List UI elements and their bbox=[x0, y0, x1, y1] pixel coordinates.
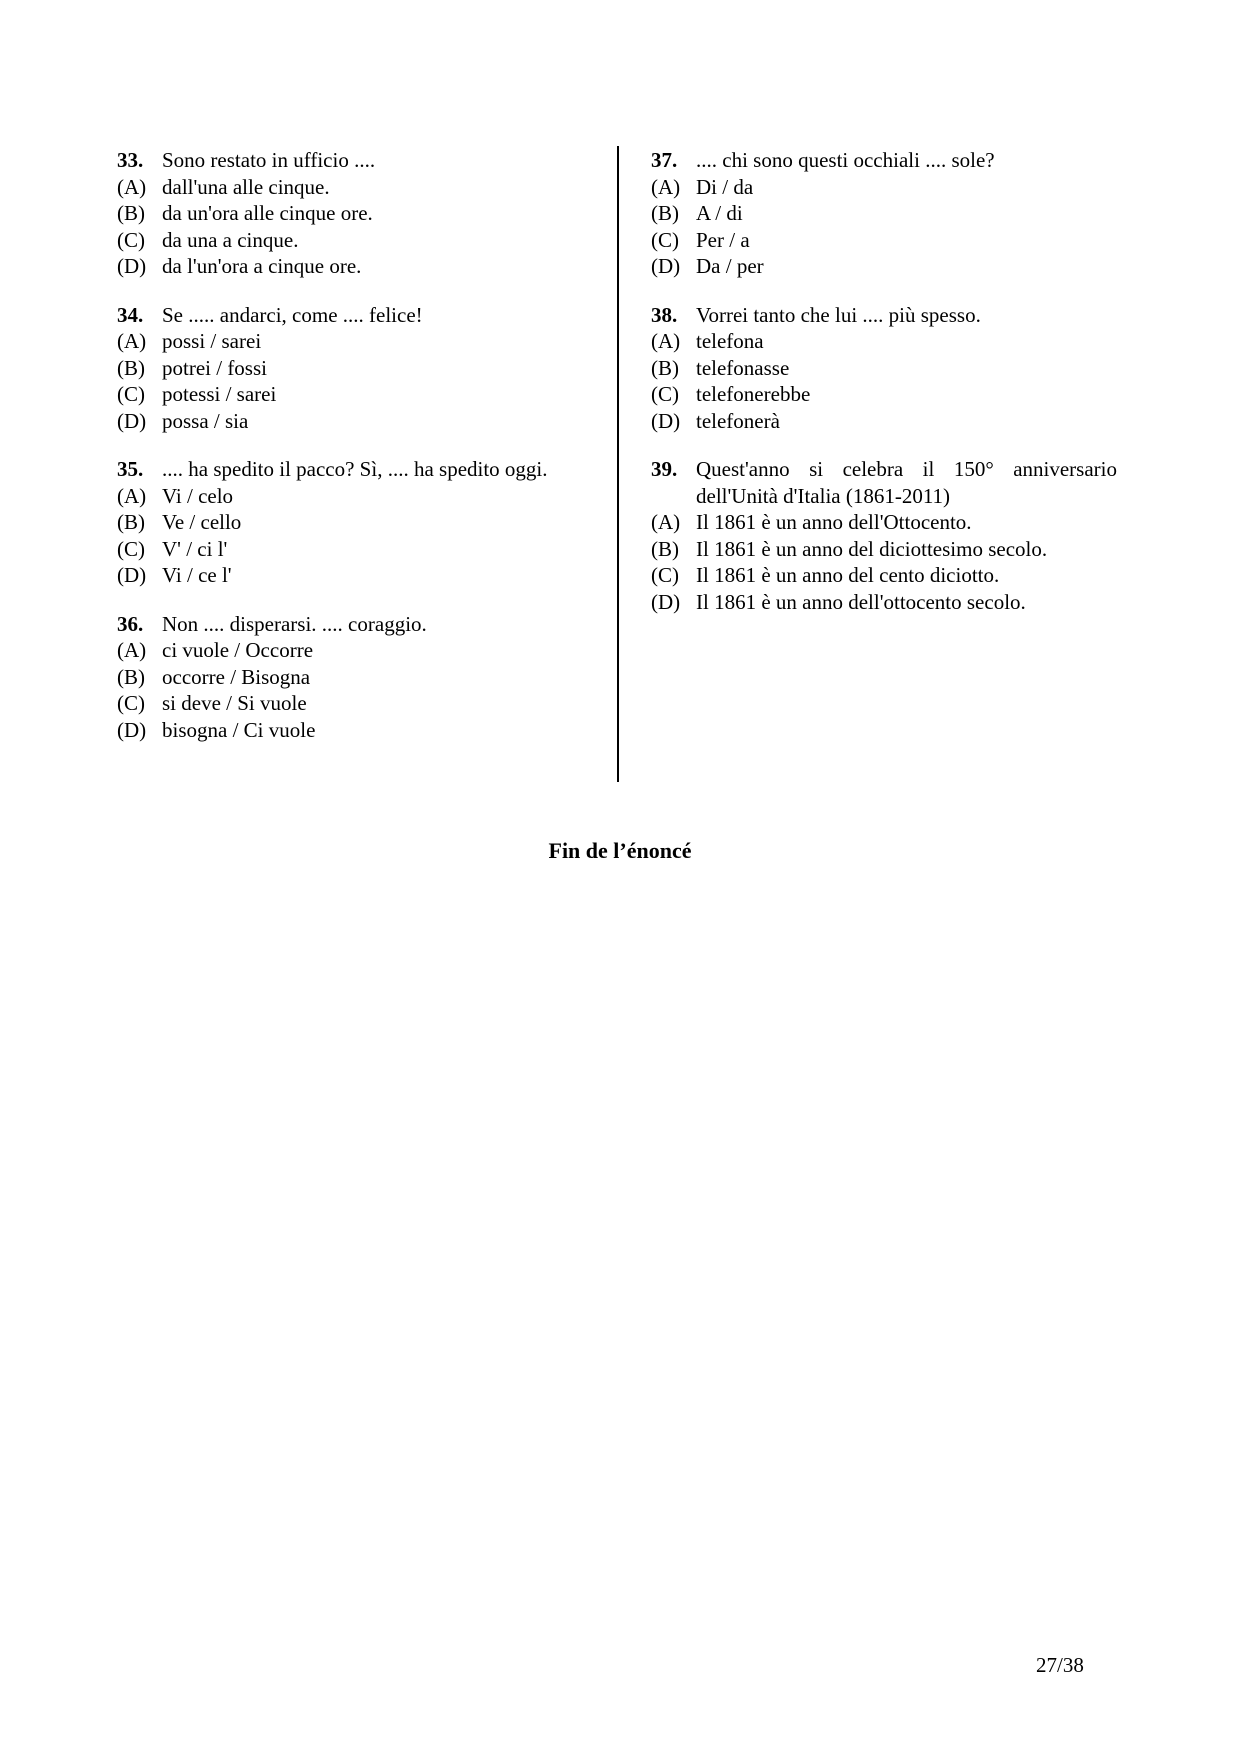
option-a bbox=[651, 328, 1117, 355]
option-letter: (B) bbox=[651, 355, 679, 380]
left-column bbox=[117, 147, 595, 765]
option-letter: (C) bbox=[117, 691, 145, 715]
option-letter: (C) bbox=[651, 227, 679, 252]
option-text: da una a cinque. bbox=[162, 227, 299, 252]
question-36 bbox=[117, 611, 595, 744]
question-stem bbox=[117, 611, 595, 638]
option-c bbox=[651, 381, 1117, 408]
option-d bbox=[117, 562, 595, 589]
option-letter: (A) bbox=[651, 174, 681, 199]
option-a bbox=[651, 509, 1117, 536]
option-letter: (C) bbox=[651, 563, 679, 587]
option-d bbox=[117, 717, 595, 744]
option-c bbox=[117, 381, 595, 408]
question-stem bbox=[117, 147, 595, 174]
question-stem bbox=[651, 456, 1117, 509]
option-text: Il 1861 è un anno dell'ottocento secolo. bbox=[696, 589, 1026, 614]
option-c bbox=[117, 536, 595, 563]
option-b bbox=[117, 355, 595, 382]
option-text: si deve / Si vuole bbox=[162, 691, 307, 715]
option-text: potrei / fossi bbox=[162, 355, 267, 380]
option-text: telefona bbox=[696, 329, 764, 353]
question-number: 33. bbox=[117, 148, 144, 172]
question-text: Se ..... andarci, come .... felice! bbox=[162, 302, 423, 327]
option-a bbox=[117, 637, 595, 664]
option-letter: (D) bbox=[117, 254, 147, 278]
option-a bbox=[117, 483, 595, 510]
question-35 bbox=[117, 456, 595, 589]
option-text: A / di bbox=[696, 201, 743, 225]
option-c bbox=[651, 562, 1117, 589]
option-letter: (B) bbox=[651, 201, 679, 225]
question-number: 34. bbox=[117, 302, 144, 327]
option-text: da un'ora alle cinque ore. bbox=[162, 201, 373, 225]
option-letter: (A) bbox=[117, 483, 147, 508]
option-letter: (A) bbox=[651, 510, 681, 534]
option-letter: (B) bbox=[117, 664, 145, 689]
option-letter: (D) bbox=[117, 408, 147, 433]
option-letter: (C) bbox=[651, 382, 679, 406]
option-b bbox=[117, 509, 595, 536]
question-37 bbox=[651, 147, 1117, 280]
right-column bbox=[651, 147, 1117, 637]
option-text: Il 1861 è un anno del cento diciotto. bbox=[696, 563, 1000, 587]
question-number: 35. bbox=[117, 457, 144, 481]
option-text: Di / da bbox=[696, 174, 754, 199]
question-number: 37. bbox=[651, 148, 678, 172]
option-text: telefonerà bbox=[696, 408, 780, 433]
option-letter: (D) bbox=[651, 254, 681, 278]
question-stem bbox=[117, 456, 595, 483]
option-text: Da / per bbox=[696, 254, 764, 278]
option-text: possi / sarei bbox=[162, 329, 262, 353]
option-text: bisogna / Ci vuole bbox=[162, 717, 316, 742]
option-b bbox=[117, 664, 595, 691]
option-d bbox=[117, 408, 595, 435]
option-letter: (B) bbox=[117, 510, 145, 534]
option-b bbox=[651, 200, 1117, 227]
question-text: Quest'anno si celebra il 150° anniversario dell'Unità d'Italia (1861-2011) bbox=[696, 457, 1117, 508]
question-text: Non .... disperarsi. .... coraggio. bbox=[162, 611, 427, 636]
question-39 bbox=[651, 456, 1117, 615]
option-letter: (C) bbox=[117, 536, 145, 561]
option-a bbox=[117, 174, 595, 201]
option-d bbox=[117, 253, 595, 280]
option-letter: (D) bbox=[117, 563, 147, 587]
question-34 bbox=[117, 302, 595, 435]
question-stem bbox=[651, 302, 1117, 329]
page-number: 27/38 bbox=[1036, 1653, 1084, 1677]
option-letter: (D) bbox=[117, 717, 147, 742]
question-text: .... chi sono questi occhiali .... sole? bbox=[696, 148, 995, 172]
option-letter: (A) bbox=[117, 638, 147, 662]
option-b bbox=[651, 536, 1117, 563]
option-d bbox=[651, 253, 1117, 280]
option-a bbox=[651, 174, 1117, 201]
option-letter: (A) bbox=[651, 329, 681, 353]
option-text: V' / ci l' bbox=[162, 536, 228, 561]
option-letter: (B) bbox=[651, 536, 679, 561]
question-number: 38. bbox=[651, 302, 678, 327]
question-text: Vorrei tanto che lui .... più spesso. bbox=[696, 302, 981, 327]
option-text: Ve / cello bbox=[162, 510, 242, 534]
option-d bbox=[651, 408, 1117, 435]
column-divider bbox=[617, 146, 619, 782]
option-letter: (D) bbox=[651, 408, 681, 433]
option-letter: (C) bbox=[117, 227, 145, 252]
question-stem bbox=[651, 147, 1117, 174]
option-a bbox=[117, 328, 595, 355]
option-b bbox=[117, 200, 595, 227]
option-c bbox=[117, 690, 595, 717]
option-text: telefonasse bbox=[696, 355, 790, 380]
option-text: Il 1861 è un anno del diciottesimo secolo. bbox=[696, 536, 1048, 561]
option-letter: (A) bbox=[117, 329, 147, 353]
option-letter: (A) bbox=[117, 174, 147, 199]
option-c bbox=[117, 227, 595, 254]
question-stem bbox=[117, 302, 595, 329]
option-text: telefonerebbe bbox=[696, 382, 811, 406]
option-text: da l'un'ora a cinque ore. bbox=[162, 254, 362, 278]
question-number: 39. bbox=[651, 457, 678, 481]
option-b bbox=[651, 355, 1117, 382]
option-c bbox=[651, 227, 1117, 254]
question-33 bbox=[117, 147, 595, 280]
option-text: possa / sia bbox=[162, 408, 249, 433]
option-letter: (D) bbox=[651, 589, 681, 614]
option-text: ci vuole / Occorre bbox=[162, 638, 314, 662]
option-text: Vi / celo bbox=[162, 483, 234, 508]
end-of-exam-label: Fin de l’énoncé bbox=[548, 838, 692, 863]
option-letter: (B) bbox=[117, 355, 145, 380]
question-number: 36. bbox=[117, 611, 144, 636]
question-38 bbox=[651, 302, 1117, 435]
option-text: occorre / Bisogna bbox=[162, 664, 311, 689]
option-letter: (B) bbox=[117, 201, 145, 225]
option-text: Vi / ce l' bbox=[162, 563, 232, 587]
option-text: dall'una alle cinque. bbox=[162, 174, 330, 199]
option-text: Per / a bbox=[696, 227, 750, 252]
question-text: .... ha spedito il pacco? Sì, .... ha spedito oggi. bbox=[162, 457, 548, 481]
option-d bbox=[651, 589, 1117, 616]
question-text: Sono restato in ufficio .... bbox=[162, 148, 376, 172]
option-text: potessi / sarei bbox=[162, 382, 277, 406]
option-letter: (C) bbox=[117, 382, 145, 406]
option-text: Il 1861 è un anno dell'Ottocento. bbox=[696, 510, 972, 534]
